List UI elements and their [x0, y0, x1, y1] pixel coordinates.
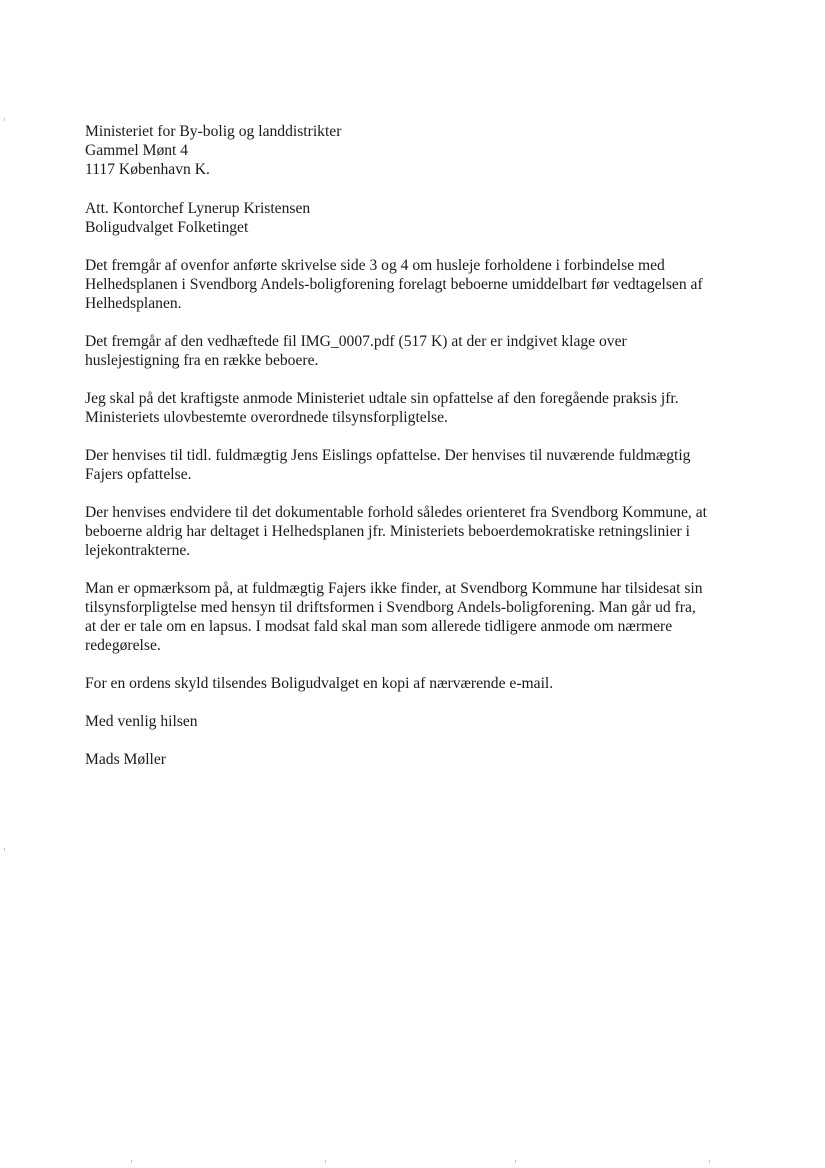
paragraph-line: Ministeriets ulovbestemte overordnede tilsynsforpligtelse. [85, 409, 448, 426]
scan-speck [4, 118, 5, 121]
paragraph-line: at der er tale om en lapsus. I modsat fald skal man som allerede tidligere anmode om nærmere [85, 618, 673, 635]
paragraph-2 [85, 332, 760, 370]
recipient-city: 1117 København K. [85, 161, 210, 178]
paragraph-line: Man er opmærksom på, at fuldmægtig Fajers ikke finder, at Svendborg Kommune har tilsidesat sin [85, 580, 703, 597]
paragraph-1 [85, 256, 760, 313]
paragraph-line: Helhedsplanen. [85, 295, 182, 312]
paragraph-line: Helhedsplanen i Svendborg Andels-boligforening forelagt beboerne umiddelbart før vedtagelsen af [85, 276, 703, 293]
scan-speck [709, 1160, 710, 1163]
attention-line: Att. Kontorchef Lynerup Kristensen [85, 200, 311, 217]
recipient-street: Gammel Mønt 4 [85, 142, 189, 159]
letter-body [85, 122, 760, 769]
paragraph-line: Det fremgår af den vedhæftede fil IMG_0007.pdf (517 K) at der er indgivet klage over [85, 333, 627, 350]
paragraph-line: beboerne aldrig har deltaget i Helhedsplanen jfr. Ministeriets beboerdemokratiske retningslinier i [85, 523, 690, 540]
paragraph-3 [85, 389, 760, 427]
paragraph-5 [85, 503, 760, 560]
paragraph-6 [85, 579, 760, 655]
paragraph-line: Det fremgår af ovenfor anførte skrivelse side 3 og 4 om husleje forholdene i forbindelse med [85, 257, 665, 274]
scan-speck [515, 1160, 516, 1163]
signature-block [85, 750, 760, 769]
paragraph-line: Fajers opfattelse. [85, 466, 192, 483]
paragraph-line: lejekontrakterne. [85, 542, 191, 559]
scan-speck [325, 1160, 326, 1163]
paragraph-4 [85, 446, 760, 484]
attention-block [85, 199, 760, 237]
closing-text: Med venlig hilsen [85, 713, 198, 730]
paragraph-line: huslejestigning fra en række beboere. [85, 352, 319, 369]
paragraph-line: Der henvises til tidl. fuldmægtig Jens Eislings opfattelse. Der henvises til nuværende fuldmægtig [85, 447, 691, 464]
recipient-address [85, 122, 760, 179]
closing-greeting [85, 712, 760, 731]
attention-committee: Boligudvalget Folketinget [85, 219, 249, 236]
paragraph-7 [85, 674, 760, 693]
paragraph-line: For en ordens skyld tilsendes Boligudvalget en kopi af nærværende e-mail. [85, 675, 554, 692]
signature-name: Mads Møller [85, 751, 166, 768]
scan-speck [4, 848, 5, 851]
paragraph-line: Der henvises endvidere til det dokumentable forhold således orienteret fra Svendborg Kommune, at [85, 504, 707, 521]
recipient-name: Ministeriet for By-bolig og landdistrikter [85, 123, 342, 140]
paragraph-line: tilsynsforpligtelse med hensyn til driftsformen i Svendborg Andels-boligforening. Man går ud fra, [85, 599, 696, 616]
scan-speck [131, 1160, 132, 1163]
paragraph-line: Jeg skal på det kraftigste anmode Ministeriet udtale sin opfattelse af den foregående praksis jfr. [85, 390, 679, 407]
paragraph-line: redegørelse. [85, 637, 161, 654]
